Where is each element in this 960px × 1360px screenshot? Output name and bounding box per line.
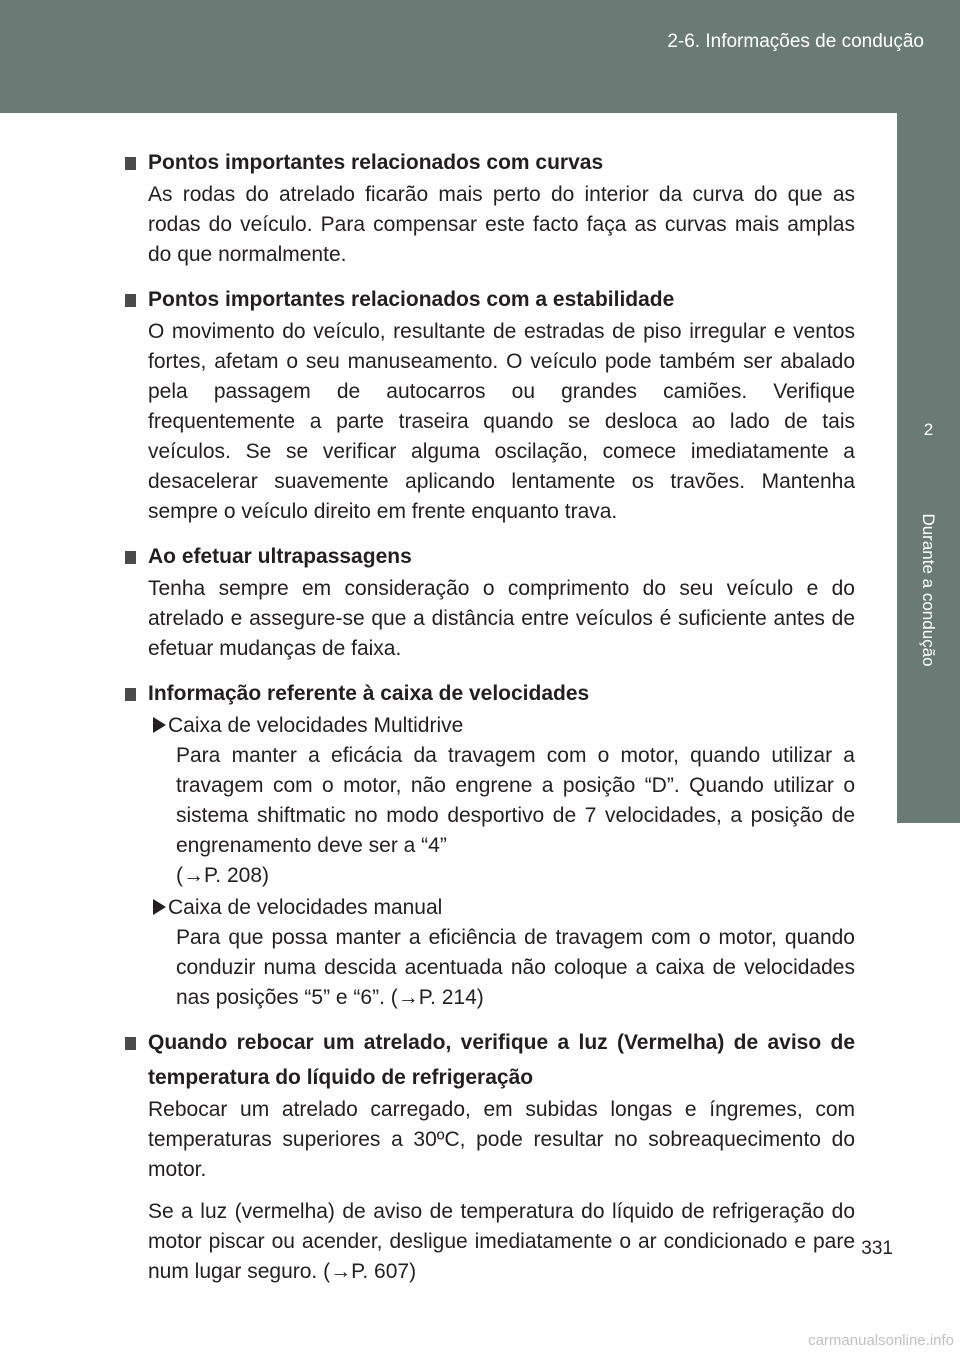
- paragraph: As rodas do atrelado ficarão mais perto do interior da curva do que as rodas do veículo. Para compensar este facto faça as curvas mais amplas do que normalmente.: [148, 183, 855, 266]
- section-coolant-warning: [125, 1025, 855, 1287]
- triangle-right-icon: [153, 899, 166, 915]
- section-curves: [125, 145, 855, 270]
- paragraph: O movimento do veículo, resultante de estradas de piso irregular e ventos fortes, afetam o seu manuseamento. O veículo pode também ser abalado pela passagem de autocarros ou grandes camiões. Verifique frequentemente a parte traseira quando se desloca ao lado de tais veículos. Se se verificar alguma oscilação, comece imediatamente a desacelerar suavemente aplicando lentamente os travões. Mantenha sempre o veículo direito em frente enquanto trava.: [148, 320, 855, 523]
- section-heading: Quando rebocar um atrelado, verifique a luz (Vermelha) de aviso de temperatura do líquido de refrigeração: [125, 1025, 855, 1095]
- section-heading: Ao efetuar ultrapassagens: [125, 539, 855, 574]
- chapter-title: Durante a condução: [919, 513, 938, 667]
- square-bullet-icon: [125, 551, 136, 564]
- section-heading: Pontos importantes relacionados com a estabilidade: [125, 282, 855, 317]
- subsection-text: Para que possa manter a eficiência de travagem com o motor, quando conduzir numa descida acentuada não coloque a caixa de velocidades nas posições “5” e “6”. (→P. 214): [176, 926, 855, 1009]
- section-gearbox: [125, 676, 855, 1013]
- paragraph: Se a luz (vermelha) de aviso de temperatura do líquido de refrigeração do motor piscar ou acender, desligue imediatamente o ar condicionado e pare num lugar seguro. (→P. 607): [148, 1200, 855, 1283]
- square-bullet-icon: [125, 1037, 136, 1050]
- subsection-title: Caixa de velocidades Multidrive: [153, 711, 855, 741]
- triangle-right-icon: [153, 717, 166, 733]
- subsection-text: Para manter a eficácia da travagem com o motor, quando utilizar a travagem com o motor, não engrene a posição “D”. Quando utilizar o sistema shiftmatic no modo desportivo de 7 velocidades, a posição de engrenamento deve ser a “4”: [176, 744, 855, 857]
- subsection-multidrive: [153, 711, 855, 891]
- section-heading: Pontos importantes relacionados com curvas: [125, 145, 855, 180]
- square-bullet-icon: [125, 157, 136, 170]
- watermark: carmanualsonline.info: [808, 1332, 954, 1349]
- header-bar: [0, 0, 960, 113]
- subsection-manual: [153, 893, 855, 1013]
- page-content: [125, 145, 855, 1299]
- paragraph: Tenha sempre em consideração o comprimento do seu veículo e do atrelado e assegure-se que a distância entre veículos é suficiente antes de efetuar mudanças de faixa.: [148, 577, 855, 660]
- side-tab-upper: [897, 113, 960, 383]
- section-stability: [125, 282, 855, 527]
- square-bullet-icon: [125, 688, 136, 701]
- section-heading: Informação referente à caixa de velocidades: [125, 676, 855, 711]
- page-reference: (→P. 208): [176, 864, 269, 887]
- chapter-number: 2: [923, 420, 934, 439]
- subsection-title: Caixa de velocidades manual: [153, 893, 855, 923]
- square-bullet-icon: [125, 294, 136, 307]
- page-number: 331: [861, 1238, 893, 1259]
- paragraph: Rebocar um atrelado carregado, em subidas longas e íngremes, com temperaturas superiores a 30ºC, pode resultar no sobreaquecimento do motor.: [148, 1098, 855, 1181]
- section-title: 2-6. Informações de condução: [667, 31, 924, 52]
- section-overtaking: [125, 539, 855, 664]
